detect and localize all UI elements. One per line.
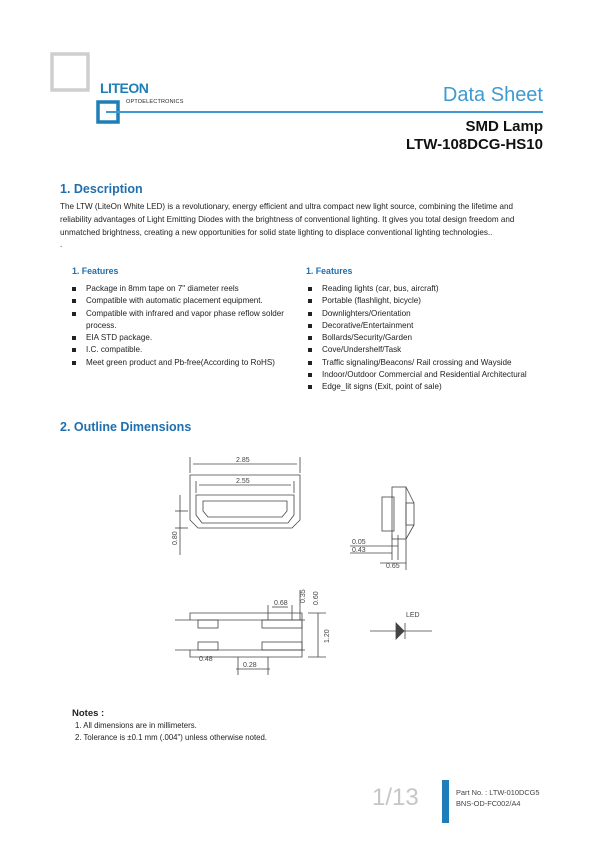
dim-043: 0.43	[352, 547, 366, 554]
description-trailing: .	[60, 240, 63, 249]
list-item: Indoor/Outdoor Commercial and Residential Architectural	[306, 369, 556, 381]
dim-028: 0.28	[243, 662, 257, 669]
list-item: Compatible with infrared and vapor phase reflow solder process.	[70, 308, 286, 333]
list-item: Traffic signaling/Beacons/ Rail crossing and Wayside	[306, 357, 556, 369]
list-item: Package in 8mm tape on 7" diameter reels	[70, 283, 300, 295]
logo-subtext: OPTOELECTRONICS	[126, 99, 184, 105]
dim-255: 2.55	[236, 478, 250, 485]
list-item: Edge_lit signs (Exit, point of sale)	[306, 381, 556, 393]
features-right-title: 1. Features	[306, 266, 353, 276]
dim-068: 0.68	[274, 600, 288, 607]
list-item: Cove/Undershelf/Task	[306, 344, 556, 356]
outline-drawing	[0, 445, 601, 705]
dim-small: 0.48	[199, 656, 213, 663]
list-item: Compatible with automatic placement equipment.	[70, 295, 300, 307]
list-item: Portable (flashlight, bicycle)	[306, 295, 556, 307]
dim-080: 0.80	[172, 531, 179, 545]
page-number: 1/13	[372, 784, 419, 811]
description-text: The LTW (LiteOn White LED) is a revolutionary, energy efficient and ultra compact new light source, combining the lifetime and reliability advantages of Light Emitting Diodes with the brightness of conventional lighting. It gives you total design freedom and unmatched brightness, creating a new opportunities for solid state lighting to displace conventional lighting technologies..	[60, 202, 515, 237]
features-left-list	[70, 283, 300, 369]
list-item: Decorative/Entertainment	[306, 320, 556, 332]
part-number: LTW-108DCG-HS10	[406, 136, 543, 153]
note-item: 1. All dimensions are in millimeters.	[75, 721, 197, 730]
list-item: Meet green product and Pb-free(According to RoHS)	[70, 357, 300, 369]
description-title: 1. Description	[60, 182, 143, 196]
features-right-list	[306, 283, 556, 394]
liteon-logo	[50, 52, 190, 130]
dim-120: 1.20	[324, 629, 331, 643]
features-left-title: 1. Features	[72, 266, 119, 276]
doc-type-title: Data Sheet	[442, 84, 543, 106]
dim-005: 0.05	[352, 539, 366, 546]
product-type: SMD Lamp	[465, 118, 543, 135]
bns-code: BNS-OD-FC002/A4	[456, 799, 521, 808]
logo-text: LITEON	[100, 80, 149, 96]
note-item: 2. Tolerance is ±0.1 mm (.004") unless otherwise noted.	[75, 733, 267, 742]
header-rule	[106, 111, 543, 113]
dim-285: 2.85	[236, 457, 250, 464]
dim-035: 0.35	[300, 589, 307, 603]
list-item: Reading lights (car, bus, aircraft)	[306, 283, 556, 295]
list-item: I.C. compatible.	[70, 344, 300, 356]
part-no: Part No. : LTW-010DCG5	[456, 788, 540, 797]
led-label: LED	[406, 612, 420, 619]
list-item: Downlighters/Orientation	[306, 308, 556, 320]
list-item: EIA STD package.	[70, 332, 300, 344]
outline-title: 2. Outline Dimensions	[60, 420, 192, 434]
list-item: Bollards/Security/Garden	[306, 332, 556, 344]
footer-bar	[442, 780, 449, 823]
dim-065: 0.65	[386, 563, 400, 570]
notes-title: Notes :	[72, 708, 105, 719]
dim-060: 0.60	[313, 591, 320, 605]
